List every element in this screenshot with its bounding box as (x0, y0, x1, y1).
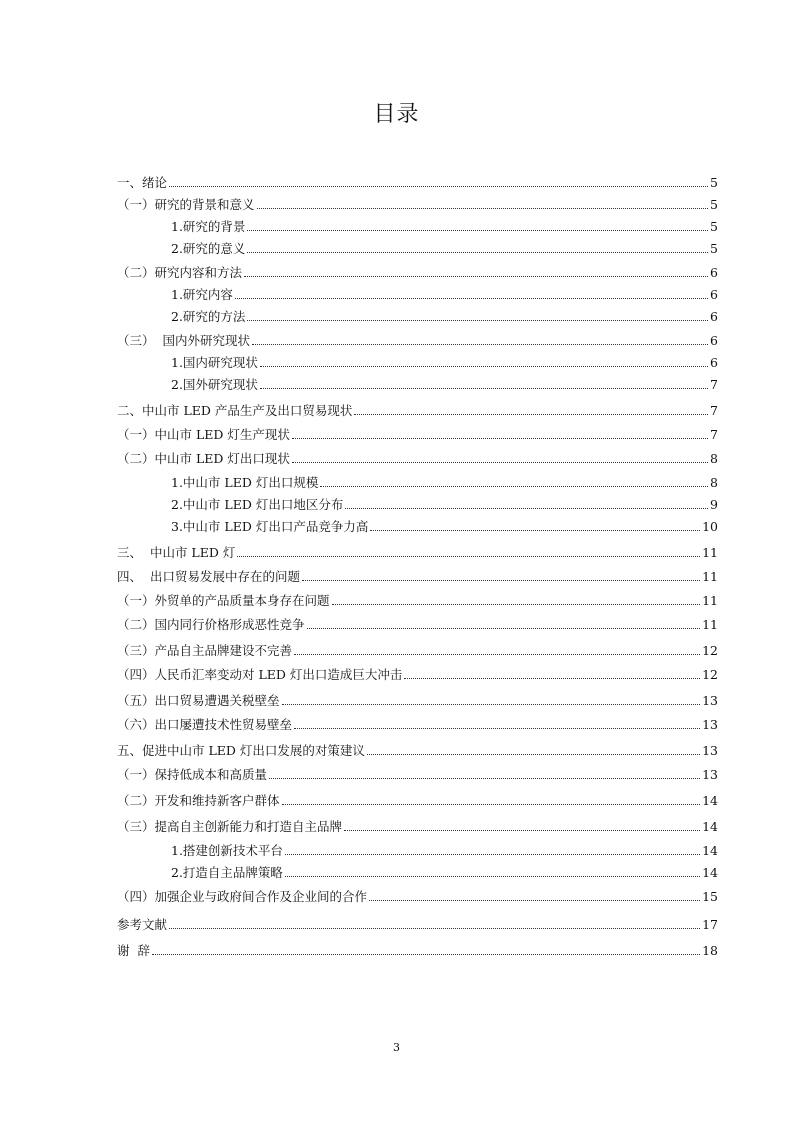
toc-entry-label: 1.研究的背景 (171, 219, 246, 234)
toc-entry-page: 7 (710, 403, 718, 418)
toc-entry[interactable] (0, 494, 793, 512)
toc-entry[interactable] (0, 330, 793, 348)
toc-entry-page: 11 (702, 617, 718, 632)
toc-entry-label: 二、中山市 LED 产品生产及出口贸易现状 (117, 403, 353, 418)
toc-entry-label: 四、 出口贸易发展中存在的问题 (117, 569, 300, 584)
toc-entry[interactable] (0, 448, 793, 466)
dot-leader (247, 252, 708, 253)
page-number: 3 (393, 1041, 400, 1054)
dot-leader (247, 320, 708, 321)
toc-entry[interactable] (0, 714, 793, 732)
toc-entry[interactable] (0, 374, 793, 392)
toc-entry[interactable] (0, 840, 793, 858)
dot-leader (320, 486, 708, 487)
toc-entry-label: 3.中山市 LED 灯出口产品竞争力高 (171, 519, 369, 534)
toc-entry-label: （二）开发和维持新客户群体 (117, 793, 280, 808)
dot-leader (285, 854, 700, 855)
toc-entry-page: 13 (702, 717, 718, 732)
dot-leader (370, 530, 700, 531)
toc-entry[interactable] (0, 172, 793, 190)
toc-entry-label: 2.中山市 LED 灯出口地区分布 (171, 497, 344, 512)
toc-entry[interactable] (0, 690, 793, 708)
dot-leader (282, 704, 701, 705)
toc-entry-page: 8 (710, 475, 718, 490)
toc-entry-label: 2.打造自主品牌策略 (171, 865, 283, 880)
dot-leader (354, 414, 708, 415)
toc-entry-page: 13 (702, 743, 718, 758)
toc-entry[interactable] (0, 238, 793, 256)
dot-leader (257, 208, 709, 209)
toc-title: 目录 (373, 102, 420, 127)
toc-entry-page: 6 (710, 333, 718, 348)
toc-entry[interactable] (0, 740, 793, 758)
dot-leader (169, 186, 708, 187)
dot-leader (260, 388, 708, 389)
dot-leader (404, 678, 700, 679)
toc-entry-page: 5 (710, 241, 718, 256)
toc-entry-label: 1.国内研究现状 (171, 355, 258, 370)
toc-entry-page: 14 (702, 819, 718, 834)
dot-leader (235, 298, 708, 299)
dot-leader (282, 804, 701, 805)
toc-entry-label: （二）研究内容和方法 (117, 265, 243, 280)
toc-entry-page: 8 (710, 451, 718, 466)
toc-entry-label: 三、 中山市 LED 灯 (117, 545, 236, 560)
dot-leader (307, 628, 701, 629)
toc-entry-label: （一）保持低成本和高质量 (117, 767, 268, 782)
toc-entry-label: 1.研究内容 (171, 287, 233, 302)
toc-entry-label: 谢 辞 (117, 943, 150, 958)
toc-entry[interactable] (0, 862, 793, 880)
toc-entry-label: （三） 国内外研究现状 (117, 333, 250, 348)
toc-entry-label: （五）出口贸易遭遇关税壁垒 (117, 693, 280, 708)
dot-leader (294, 728, 700, 729)
toc-entry[interactable] (0, 542, 793, 560)
dot-leader (260, 366, 708, 367)
toc-entry[interactable] (0, 400, 793, 418)
toc-entry-page: 7 (710, 377, 718, 392)
toc-entry[interactable] (0, 424, 793, 442)
toc-entry[interactable] (0, 914, 793, 932)
dot-leader (332, 604, 701, 605)
dot-leader (152, 954, 700, 955)
toc-entry-label: （六）出口屡遭技术性贸易壁垒 (117, 717, 293, 732)
toc-entry-page: 10 (702, 519, 718, 534)
toc-entry-label: 1.搭建创新技术平台 (171, 843, 283, 858)
toc-entry-page: 9 (710, 497, 718, 512)
toc-entry-page: 6 (710, 287, 718, 302)
toc-entry[interactable] (0, 790, 793, 808)
toc-entry-page: 14 (702, 793, 718, 808)
toc-entry[interactable] (0, 590, 793, 608)
toc-entry-label: （一）中山市 LED 灯生产现状 (117, 427, 290, 442)
dot-leader (247, 230, 708, 231)
toc-entry[interactable] (0, 764, 793, 782)
toc-entry-page: 18 (702, 943, 718, 958)
toc-entry-page: 11 (702, 593, 718, 608)
toc-entry[interactable] (0, 352, 793, 370)
toc-entry[interactable] (0, 566, 793, 584)
toc-entry-page: 6 (710, 355, 718, 370)
toc-entry-label: （一）研究的背景和意义 (117, 197, 255, 212)
toc-entry[interactable] (0, 886, 793, 904)
toc-entry[interactable] (0, 664, 793, 682)
toc-entry-label: 五、促进中山市 LED 灯出口发展的对策建议 (117, 743, 365, 758)
dot-leader (169, 928, 700, 929)
toc-entry[interactable] (0, 640, 793, 658)
toc-entry-page: 6 (710, 265, 718, 280)
toc-entry-label: 参考文献 (117, 917, 168, 932)
dot-leader (367, 754, 700, 755)
dot-leader (269, 778, 700, 779)
dot-leader (302, 580, 700, 581)
dot-leader (294, 654, 700, 655)
toc-entry[interactable] (0, 516, 793, 534)
toc-entry-label: （四）加强企业与政府间合作及企业间的合作 (117, 889, 368, 904)
toc-entry[interactable] (0, 816, 793, 834)
toc-entry-page: 13 (702, 693, 718, 708)
toc-entry[interactable] (0, 194, 793, 212)
toc-entry-page: 11 (702, 569, 718, 584)
toc-entry-label: （二）国内同行价格形成恶性竞争 (117, 617, 305, 632)
toc-entry-page: 6 (710, 309, 718, 324)
toc-entry-label: 2.研究的方法 (171, 309, 246, 324)
toc-entry[interactable] (0, 216, 793, 234)
toc-entry-page: 5 (710, 219, 718, 234)
toc-entry[interactable] (0, 262, 793, 280)
toc-entry-page: 17 (702, 917, 718, 932)
toc-entry[interactable] (0, 472, 793, 490)
dot-leader (292, 462, 708, 463)
toc-entry-label: 1.中山市 LED 灯出口规模 (171, 475, 319, 490)
toc-entry-label: 一、绪论 (117, 175, 168, 190)
toc-entry-page: 5 (710, 175, 718, 190)
toc-entry-label: （四）人民币汇率变动对 LED 灯出口造成巨大冲击 (117, 667, 403, 682)
dot-leader (244, 276, 708, 277)
toc-entry-page: 15 (702, 889, 718, 904)
dot-leader (345, 508, 708, 509)
toc-entry[interactable] (0, 940, 793, 958)
toc-entry-label: （三）提高自主创新能力和打造自主品牌 (117, 819, 343, 834)
toc-entry-page: 7 (710, 427, 718, 442)
toc-entry-label: （三）产品自主品牌建设不完善 (117, 643, 293, 658)
toc-entry-page: 12 (702, 643, 718, 658)
toc-entry-label: （二）中山市 LED 灯出口现状 (117, 451, 290, 466)
dot-leader (285, 876, 700, 877)
toc-entry-page: 14 (702, 865, 718, 880)
toc-entry[interactable] (0, 306, 793, 324)
toc-entry[interactable] (0, 284, 793, 302)
toc-entry-page: 13 (702, 767, 718, 782)
toc-entry-page: 11 (702, 545, 718, 560)
dot-leader (292, 438, 708, 439)
toc-entry-page: 14 (702, 843, 718, 858)
dot-leader (344, 830, 700, 831)
dot-leader (237, 556, 700, 557)
dot-leader (252, 344, 708, 345)
toc-entry-label: 2.研究的意义 (171, 241, 246, 256)
dot-leader (369, 900, 700, 901)
toc-entry-page: 12 (702, 667, 718, 682)
toc-entry[interactable] (0, 614, 793, 632)
toc-entry-page: 5 (710, 197, 718, 212)
toc-entry-label: （一）外贸单的产品质量本身存在问题 (117, 593, 330, 608)
toc-entry-label: 2.国外研究现状 (171, 377, 258, 392)
